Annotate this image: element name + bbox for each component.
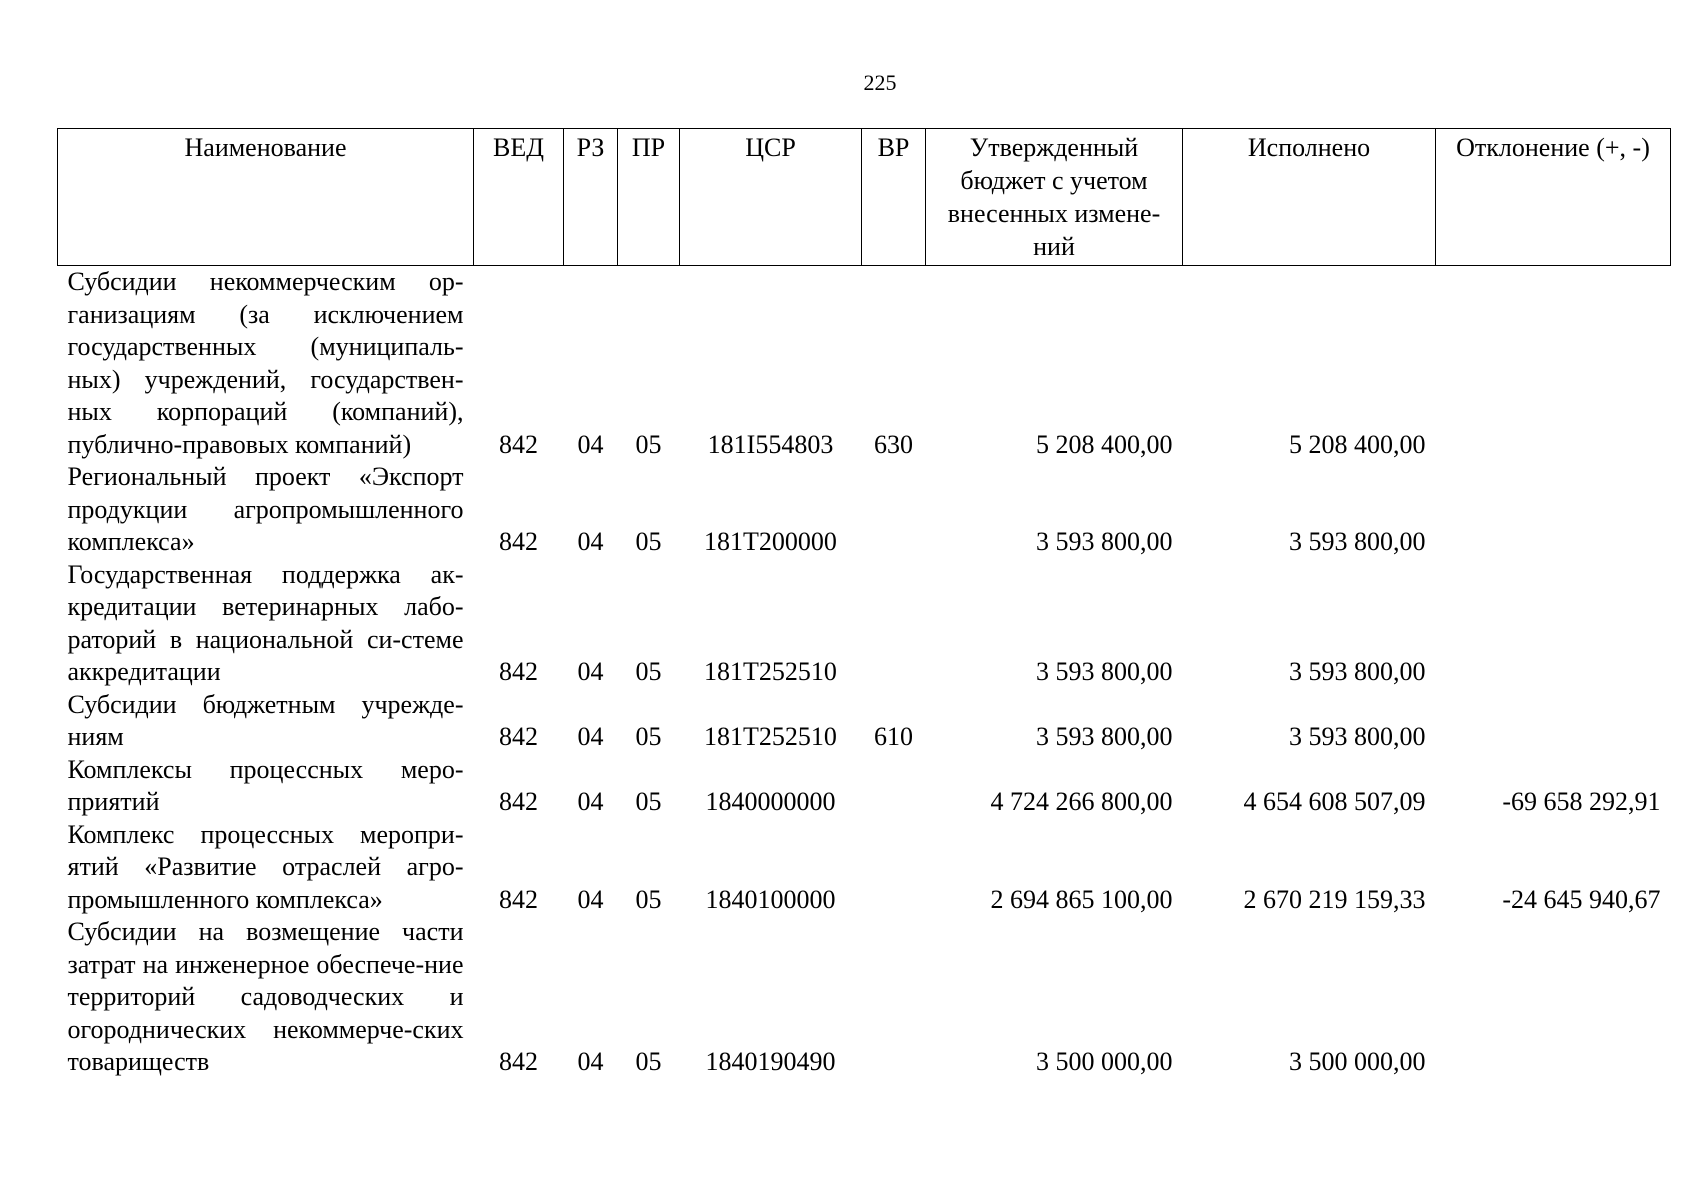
row-name: Комплексы процессных меро-приятий bbox=[67, 754, 464, 816]
header-vr: ВР bbox=[862, 129, 926, 266]
row-executed: 3 593 800,00 bbox=[1289, 722, 1426, 751]
row-executed: 5 208 400,00 bbox=[1289, 429, 1426, 459]
row-deviation bbox=[1436, 559, 1671, 689]
row-name: Государственная поддержка ак-кредитации ветеринарных лабо-раторий в национальной си-стеме аккредитации bbox=[67, 559, 464, 686]
header-pr: ПР bbox=[618, 129, 680, 266]
row-rz: 04 bbox=[577, 722, 604, 751]
header-approved: Утвержденный бюджет с учетом внесенных измене-ний bbox=[926, 129, 1183, 266]
table-row bbox=[58, 461, 1671, 559]
row-ved: 842 bbox=[499, 722, 538, 751]
row-rz: 04 bbox=[577, 429, 604, 459]
row-csr: 1840000000 bbox=[705, 787, 836, 816]
row-deviation: -24 645 940,67 bbox=[1502, 884, 1661, 914]
row-rz: 04 bbox=[577, 527, 604, 556]
header-rz: РЗ bbox=[564, 129, 618, 266]
row-csr: 181T252510 bbox=[704, 657, 837, 686]
row-executed: 3 593 800,00 bbox=[1289, 657, 1426, 686]
table-row bbox=[58, 819, 1671, 917]
row-vr bbox=[862, 754, 926, 819]
row-rz: 04 bbox=[577, 1047, 604, 1076]
row-pr: 05 bbox=[635, 722, 662, 751]
row-csr: 1840100000 bbox=[705, 884, 836, 914]
row-rz: 04 bbox=[577, 787, 604, 816]
row-pr: 05 bbox=[635, 884, 662, 914]
row-ved: 842 bbox=[499, 1047, 538, 1076]
row-ved: 842 bbox=[499, 787, 538, 816]
row-approved: 2 694 865 100,00 bbox=[990, 884, 1173, 914]
row-rz: 04 bbox=[577, 884, 604, 914]
row-csr: 181T200000 bbox=[704, 527, 837, 556]
row-ved: 842 bbox=[499, 884, 538, 914]
row-name: Субсидии на возмещение части затрат на инженерное обеспече-ние территорий садоводческих и огороднических некоммерче-ских товариществ bbox=[67, 917, 464, 1076]
page-number: 225 bbox=[863, 70, 897, 95]
row-pr: 05 bbox=[635, 429, 662, 459]
row-name: Субсидии некоммерческим ор-ганизациям (за исключением государственных (муниципаль-ных) учреждений, государствен-ных корпораций (компаний), публично-правовых компаний) bbox=[67, 267, 464, 459]
row-vr: 610 bbox=[874, 722, 913, 751]
row-vr bbox=[862, 559, 926, 689]
row-deviation bbox=[1436, 266, 1671, 462]
row-executed: 3 500 000,00 bbox=[1289, 1047, 1426, 1076]
row-pr: 05 bbox=[635, 657, 662, 686]
row-approved: 3 593 800,00 bbox=[1036, 657, 1173, 686]
table-row bbox=[58, 559, 1671, 689]
row-name: Региональный проект «Экспорт продукции агропромышленного комплекса» bbox=[67, 462, 464, 556]
row-vr bbox=[862, 819, 926, 917]
row-approved: 5 208 400,00 bbox=[1036, 429, 1173, 459]
row-ved: 842 bbox=[499, 527, 538, 556]
row-name: Субсидии бюджетным учрежде-ниям bbox=[67, 689, 464, 751]
row-executed: 3 593 800,00 bbox=[1289, 527, 1426, 556]
row-vr bbox=[862, 916, 926, 1079]
table-body bbox=[58, 266, 1671, 1079]
budget-table bbox=[57, 128, 1671, 1079]
row-deviation: -69 658 292,91 bbox=[1502, 787, 1661, 816]
header-ved: ВЕД bbox=[474, 129, 564, 266]
row-csr: 1840190490 bbox=[705, 1047, 836, 1076]
row-executed: 4 654 608 507,09 bbox=[1243, 787, 1426, 816]
row-rz: 04 bbox=[577, 657, 604, 686]
row-csr: 181I554803 bbox=[707, 429, 834, 459]
row-deviation bbox=[1436, 916, 1671, 1079]
table-header bbox=[58, 129, 1671, 266]
row-ved: 842 bbox=[499, 429, 538, 459]
row-executed: 2 670 219 159,33 bbox=[1243, 884, 1426, 914]
table-row bbox=[58, 916, 1671, 1079]
row-vr bbox=[862, 461, 926, 559]
table-row bbox=[58, 266, 1671, 462]
header-executed: Исполнено bbox=[1183, 129, 1436, 266]
row-approved: 3 593 800,00 bbox=[1036, 527, 1173, 556]
row-pr: 05 bbox=[635, 527, 662, 556]
header-csr: ЦСР bbox=[680, 129, 862, 266]
row-pr: 05 bbox=[635, 1047, 662, 1076]
table-row bbox=[58, 689, 1671, 754]
row-ved: 842 bbox=[499, 657, 538, 686]
row-approved: 4 724 266 800,00 bbox=[990, 787, 1173, 816]
row-approved: 3 593 800,00 bbox=[1036, 722, 1173, 751]
table-row bbox=[58, 754, 1671, 819]
row-pr: 05 bbox=[635, 787, 662, 816]
row-vr: 630 bbox=[874, 429, 913, 459]
row-deviation bbox=[1436, 461, 1671, 559]
row-csr: 181T252510 bbox=[704, 722, 837, 751]
row-name: Комплекс процессных меропри-ятий «Развитие отраслей агро-промышленного комплекса» bbox=[67, 819, 464, 914]
header-name: Наименование bbox=[58, 129, 474, 266]
row-approved: 3 500 000,00 bbox=[1036, 1047, 1173, 1076]
row-deviation bbox=[1436, 689, 1671, 754]
header-deviation: Отклонение (+, -) bbox=[1436, 129, 1671, 266]
